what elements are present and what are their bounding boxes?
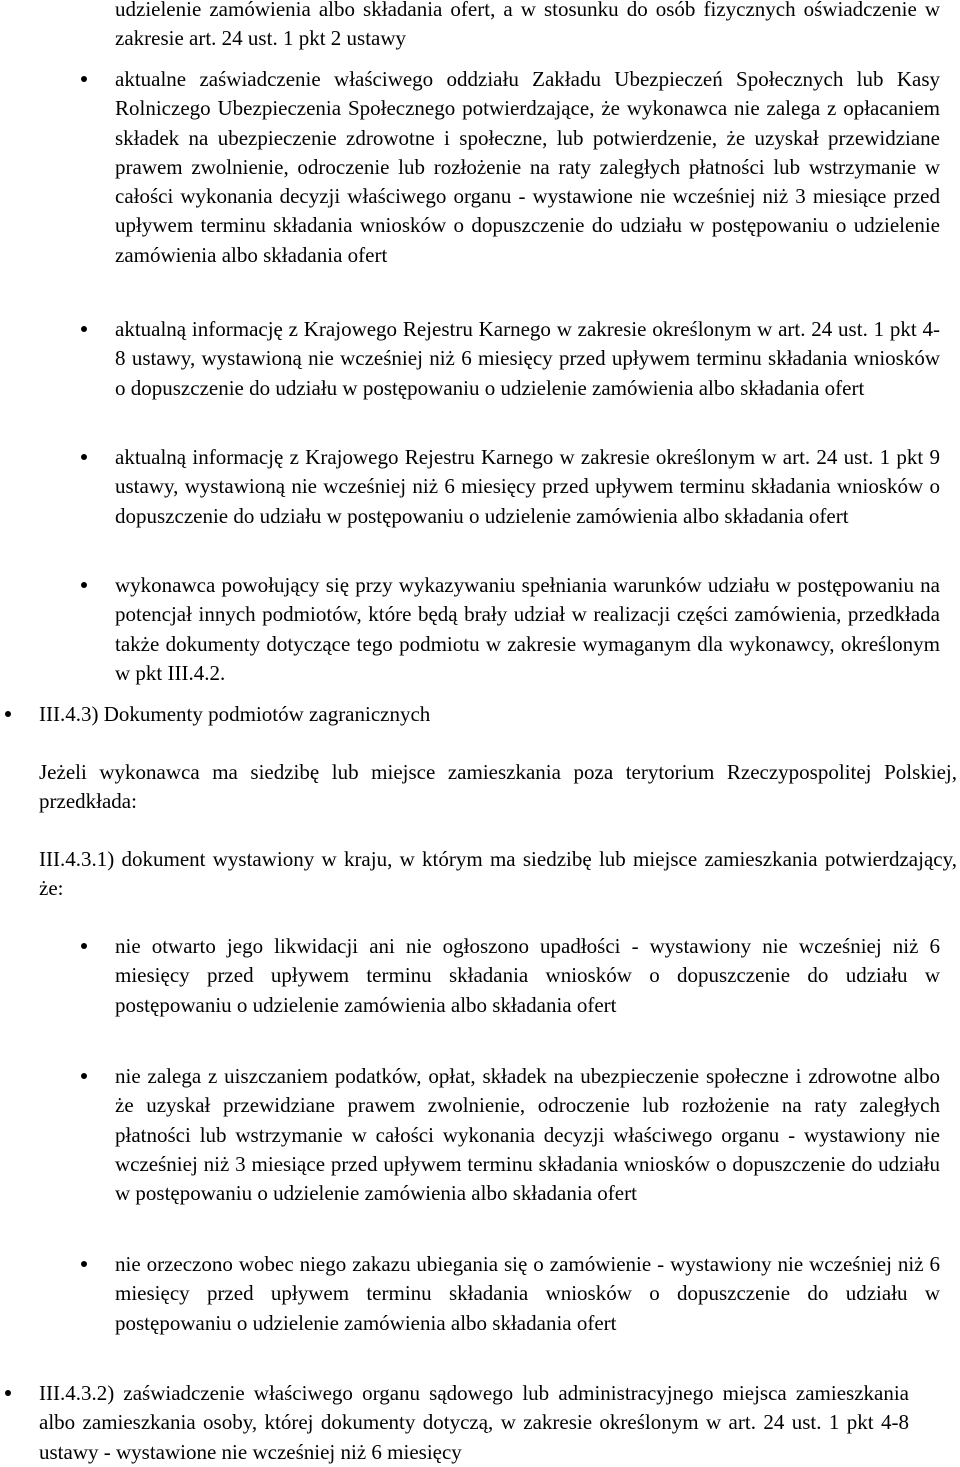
intro-paragraph: Jeżeli wykonawca ma siedzibę lub miejsce zamieszkania poza terytorium Rzeczypospolitej Polskiej, przedkłada: [39,760,957,814]
continuation-paragraph: udzielenie zamówienia albo składania ofert, a w stosunku do osób fizycznych oświadczenie w zakresie art. 24 ust. 1 pkt 2 ustawy [115,0,940,51]
bullet-icon [81,454,87,460]
bullet-icon [81,943,87,949]
bullet-icon [81,326,87,332]
list-item: aktualną informację z Krajowego Rejestru Karnego w zakresie określonym w art. 24 ust. 1 pkt 4-8 ustawy, wystawioną nie wcześniej niż 6 miesięcy przed upływem terminu składania wniosków o dopuszczenie do udziału w postępowaniu o udzielenie zamówienia albo składania ofert [115,317,940,400]
bullet-icon [81,1073,87,1079]
bullet-icon [81,76,87,82]
item-paragraph: III.4.3.2) zaświadczenie właściwego organu sądowego lub administracyjnego miejsca zamieszkania albo zamieszkania osoby, której dokumenty dotyczą, w zakresie określonym w art. 24 ust. 1 pkt 4-8 ustawy - wystawione nie wcześniej niż 6 miesięcy [39,1381,909,1464]
bullet-icon [5,711,11,717]
bullet-icon [81,582,87,588]
list-item: aktualną informację z Krajowego Rejestru Karnego w zakresie określonym w art. 24 ust. 1 pkt 9 ustawy, wystawioną nie wcześniej niż 6 miesięcy przed upływem terminu składania wniosków o dopuszczenie do udziału w postępowaniu o udzielenie zamówienia albo składania ofert [115,445,940,528]
list-item: nie zalega z uiszczaniem podatków, opłat, składek na ubezpieczenie społeczne i zdrowotne albo że uzyskał przewidziane prawem zwolnienie, odroczenie lub rozłożenie na raty zaległych płatności lub wstrzymanie w całości wykonania decyzji właściwego organu - wystawiony nie wcześniej niż 3 miesiące przed upływem terminu składania wniosków o dopuszczenie do udziału w postępowaniu o udzielenie zamówienia albo składania ofert [115,1064,940,1206]
list-item: nie otwarto jego likwidacji ani nie ogłoszono upadłości - wystawiony nie wcześniej niż 6 miesięcy przed upływem terminu składania wniosków o dopuszczenie do udziału w postępowaniu o udzielenie zamówienia albo składania ofert [115,934,940,1017]
list-item: wykonawca powołujący się przy wykazywaniu spełniania warunków udziału w postępowaniu na potencjał innych podmiotów, które będą brały udział w realizacji części zamówienia, przedkłada także dokumenty dotyczące tego podmiotu w zakresie wymaganym dla wykonawcy, określonym w pkt III.4.2. [115,573,940,685]
item-paragraph: III.4.3.1) dokument wystawiony w kraju, w którym ma siedzibę lub miejsce zamieszkania potwierdzający, że: [39,847,957,901]
bullet-icon [81,1261,87,1267]
bullet-icon [5,1390,11,1396]
list-item: aktualne zaświadczenie właściwego oddziału Zakładu Ubezpieczeń Społecznych lub Kasy Rolniczego Ubezpieczenia Społecznego potwierdzające, że wykonawca nie zalega z opłacaniem składek na ubezpieczenie zdrowotne i społeczne, lub potwierdzenie, że uzyskał przewidziane prawem zwolnienie, odroczenie lub rozłożenie na raty zaległych płatności lub wstrzymanie w całości wykonania decyzji właściwego organu - wystawione nie wcześniej niż 3 miesiące przed upływem terminu składania wniosków o dopuszczenie do udziału w postępowaniu o udzielenie zamówienia albo składania ofert [115,67,940,267]
list-item: nie orzeczono wobec niego zakazu ubiegania się o zamówienie - wystawiony nie wcześniej niż 6 miesięcy przed upływem terminu składania wniosków o dopuszczenie do udziału w postępowaniu o udzielenie zamówienia albo składania ofert [115,1252,940,1335]
section-heading: III.4.3) Dokumenty podmiotów zagranicznych [39,702,431,726]
